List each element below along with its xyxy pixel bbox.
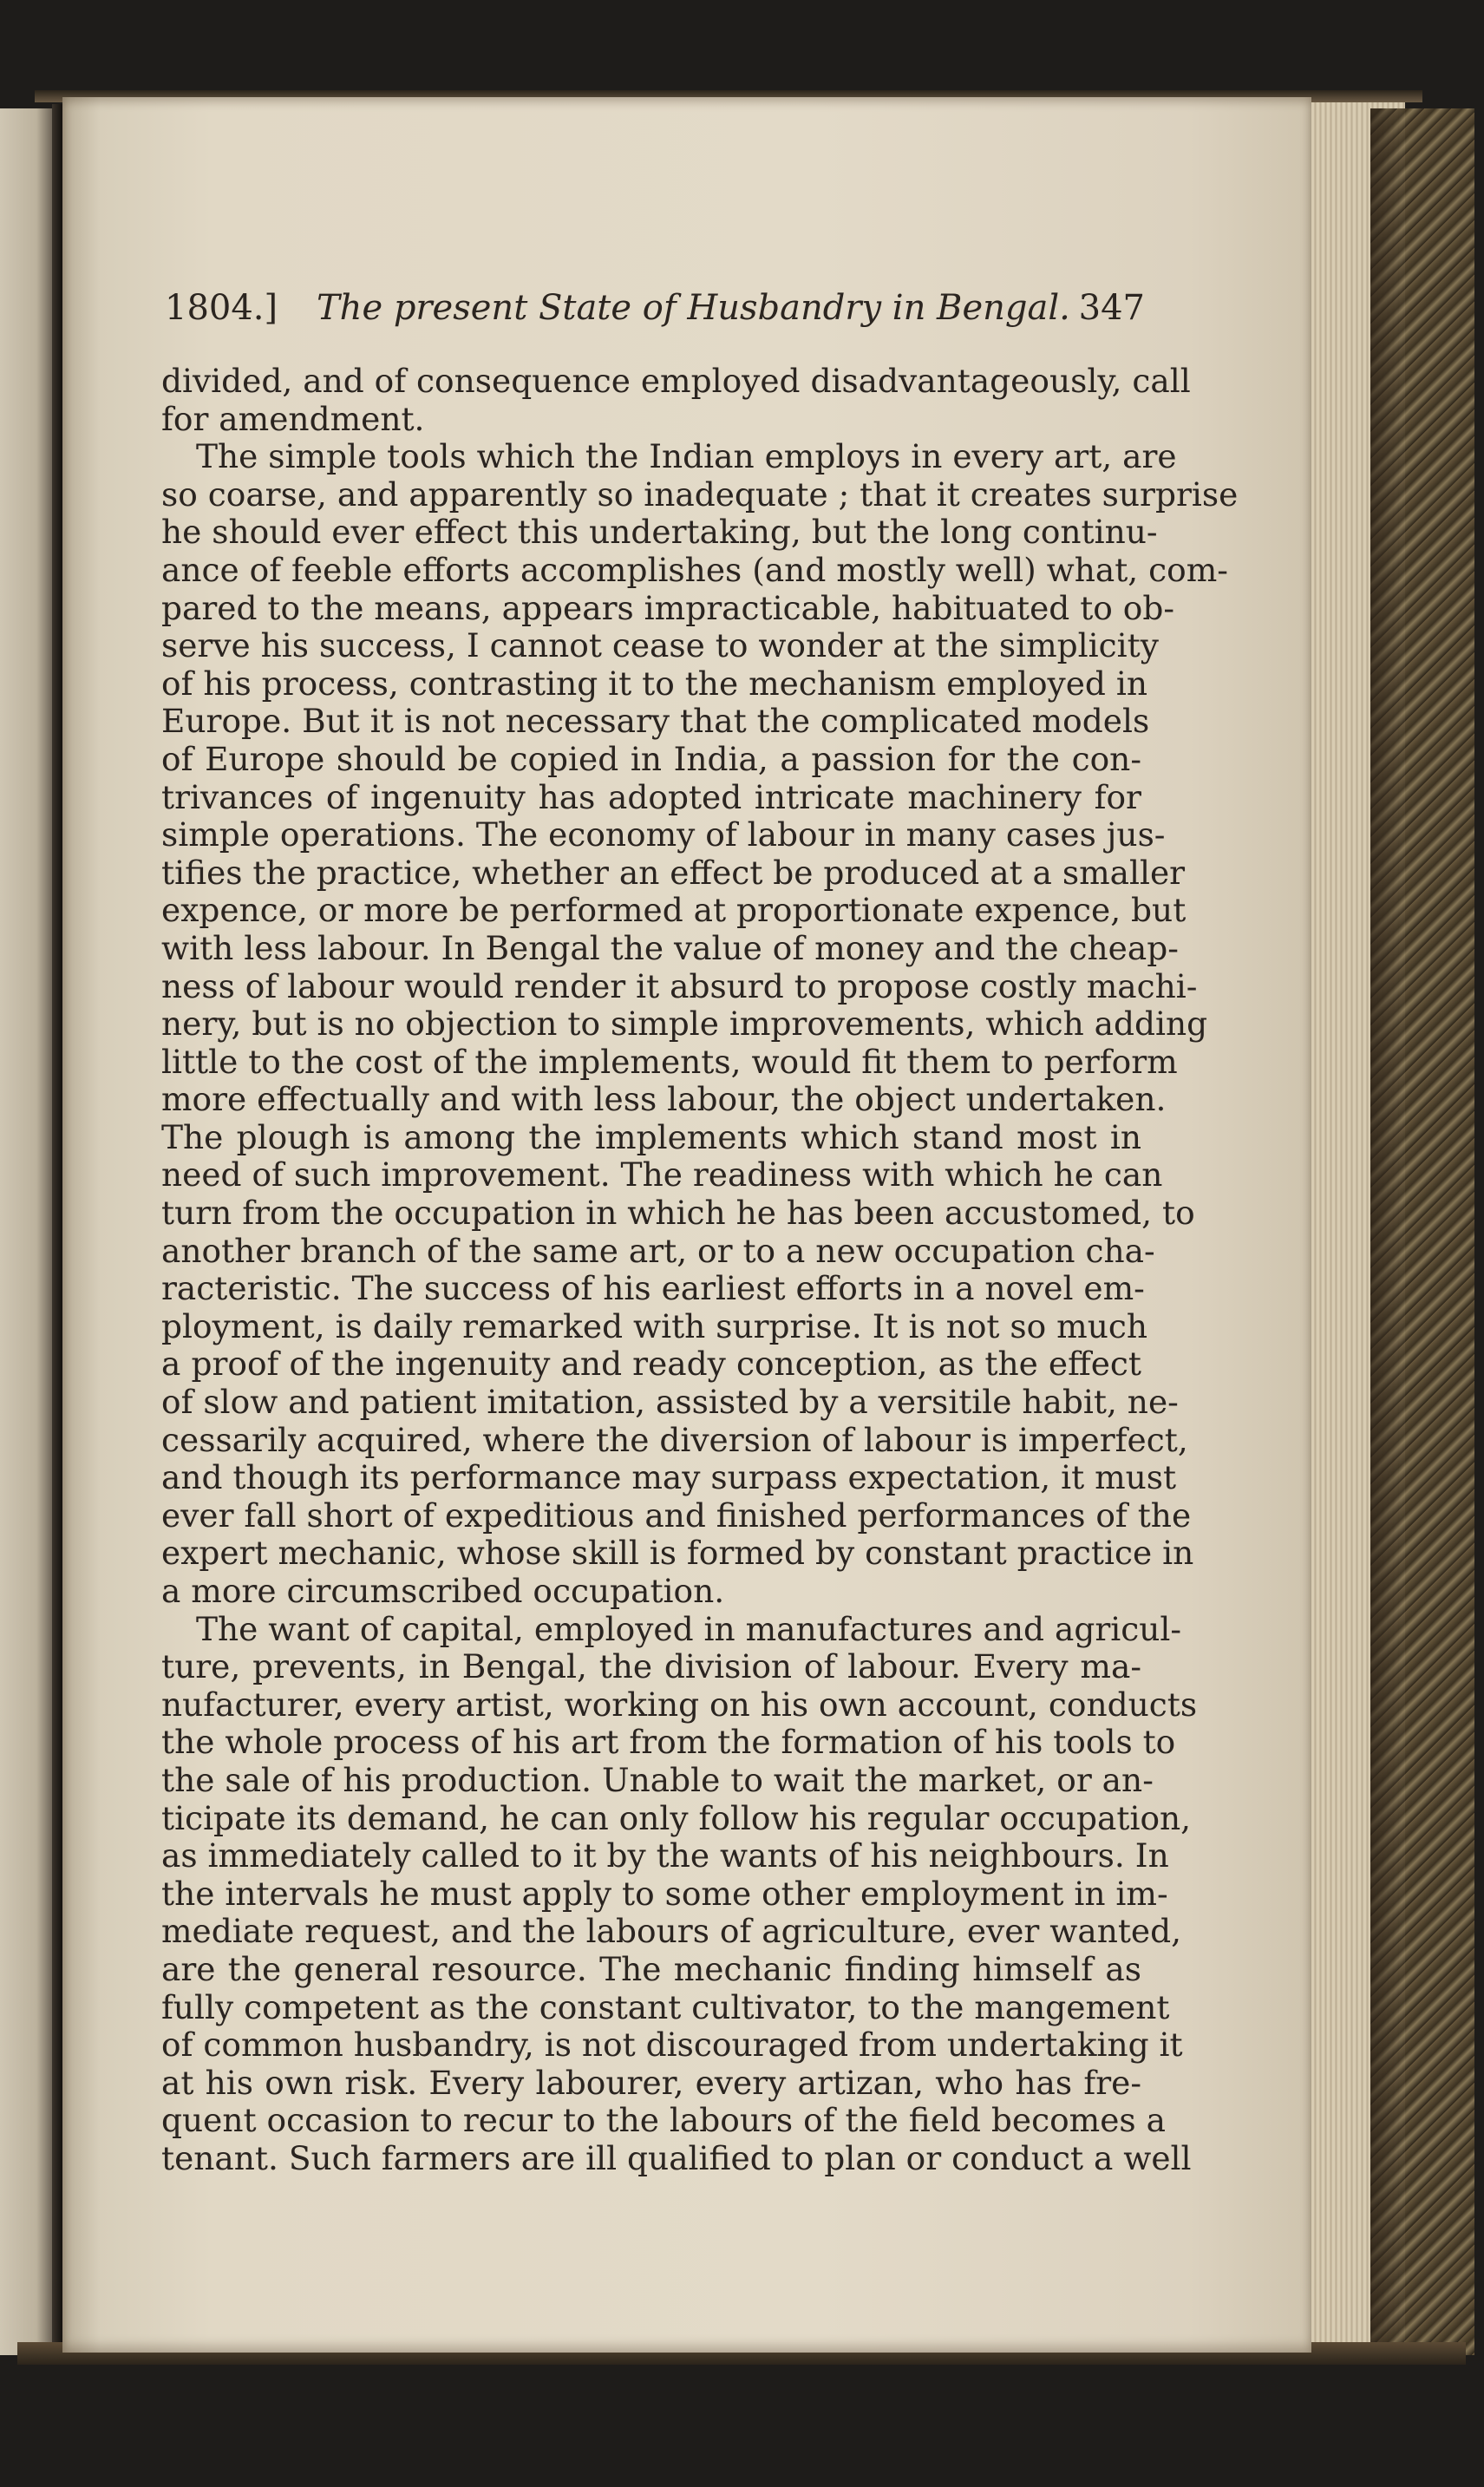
text-line: expence, or more be performed at proportionate expence, but: [161, 891, 1187, 930]
text-line: serve his success, I cannot cease to wonder at the simplicity: [161, 626, 1159, 665]
text-line: another branch of the same art, or to a new occupation cha-: [161, 1231, 1155, 1270]
text-line: tifies the practice, whether an effect be produced at a smaller: [161, 853, 1186, 892]
text-line: need of such improvement. The readiness with which he can: [161, 1155, 1163, 1194]
text-line: of common husbandry, is not discouraged from undertaking it: [161, 2026, 1183, 2065]
text-line: of slow and patient imitation, assisted by a versitile habit, ne-: [161, 1383, 1179, 1422]
text-line: the whole process of his art from the formation of his tools to: [161, 1723, 1176, 1762]
text-line: nufacturer, every artist, working on his own account, conducts: [161, 1685, 1198, 1724]
text-line: of Europe should be copied in India, a passion for the con-: [161, 739, 1141, 778]
text-line: ticipate its demand, he can only follow his regular occupation,: [161, 1798, 1192, 1837]
text-line: ness of labour would render it absurd to propose costly machi-: [161, 966, 1198, 1005]
facing-page-edge: [0, 108, 52, 2355]
text-line: are the general resource. The mechanic finding himself as: [161, 1949, 1141, 1988]
running-header: [165, 288, 1145, 338]
text-line: more effectually and with less labour, the object undertaken.: [161, 1080, 1167, 1119]
text-line: he should ever effect this undertaking, but the long continu-: [161, 513, 1158, 552]
cover-shadow: [1370, 108, 1405, 2355]
text-line: so coarse, and apparently so inadequate ; that it creates surprise: [161, 474, 1239, 514]
text-line: trivances of ingenuity has adopted intricate machinery for: [161, 777, 1141, 816]
text-line: ployment, is daily remarked with surprise. It is not so much: [161, 1306, 1148, 1345]
text-line: a proof of the ingenuity and ready conception, as the effect: [161, 1345, 1141, 1384]
text-line: the intervals he must apply to some other employment in im-: [161, 1874, 1168, 1913]
text-line: Europe. But it is not necessary that the complicated models: [161, 702, 1150, 741]
page-number: 347: [1078, 288, 1145, 328]
text-line: of his process, contrasting it to the mechanism employed in: [161, 664, 1147, 703]
text-line: the sale of his production. Unable to wait the market, or an-: [161, 1760, 1154, 1799]
text-line: as immediately called to it by the wants of his neighbours. In: [161, 1836, 1169, 1875]
text-line: for amendment.: [161, 399, 425, 438]
text-line: ance of feeble efforts accomplishes (and mostly well) what, com-: [161, 550, 1228, 589]
text-line: fully competent as the constant cultivator, to the mangement: [161, 1987, 1170, 2026]
body-text: [161, 362, 1239, 2178]
text-line: simple operations. The economy of labour in many cases jus-: [161, 815, 1166, 854]
text-line: ever fall short of expeditious and finished performances of the: [161, 1495, 1192, 1535]
header-year: 1804.]: [165, 288, 278, 328]
text-line: The want of capital, employed in manufactures and agricul-: [196, 1609, 1182, 1648]
text-line: turn from the occupation in which he has been accustomed, to: [161, 1194, 1195, 1233]
text-line: at his own risk. Every labourer, every artizan, who has fre-: [161, 2063, 1141, 2102]
book-gutter: [52, 104, 62, 2359]
text-line: ture, prevents, in Bengal, the division of labour. Every ma-: [161, 1647, 1141, 1686]
text-line: The plough is among the implements which stand most in: [161, 1117, 1141, 1156]
running-title: The present State of Husbandry in Bengal.: [317, 288, 1070, 328]
text-line: quent occasion to recur to the labours of the field becomes a: [161, 2101, 1166, 2140]
text-line: with less labour. In Bengal the value of money and the cheap-: [161, 928, 1179, 967]
text-line: a more circumscribed occupation.: [161, 1572, 725, 1610]
text-line: racteristic. The success of his earliest efforts in a novel em-: [161, 1269, 1145, 1308]
text-line: divided, and of consequence employed disadvantageously, call: [161, 362, 1191, 400]
text-line: and though its performance may surpass expectation, it must: [161, 1458, 1177, 1497]
text-line: pared to the means, appears impracticable, habituated to ob-: [161, 588, 1175, 627]
text-line: little to the cost of the implements, would fit them to perform: [161, 1042, 1178, 1081]
text-line: cessarily acquired, where the diversion of labour is imperfect,: [161, 1420, 1188, 1459]
text-line: nery, but is no objection to simple improvements, which adding: [161, 1005, 1208, 1044]
text-line: mediate request, and the labours of agriculture, ever wanted,: [161, 1912, 1182, 1951]
text-line: The simple tools which the Indian employs in every art, are: [196, 437, 1177, 476]
text-line: expert mechanic, whose skill is formed by constant practice in: [161, 1534, 1194, 1573]
text-line: tenant. Such farmers are ill qualified to plan or conduct a well: [161, 2138, 1192, 2177]
